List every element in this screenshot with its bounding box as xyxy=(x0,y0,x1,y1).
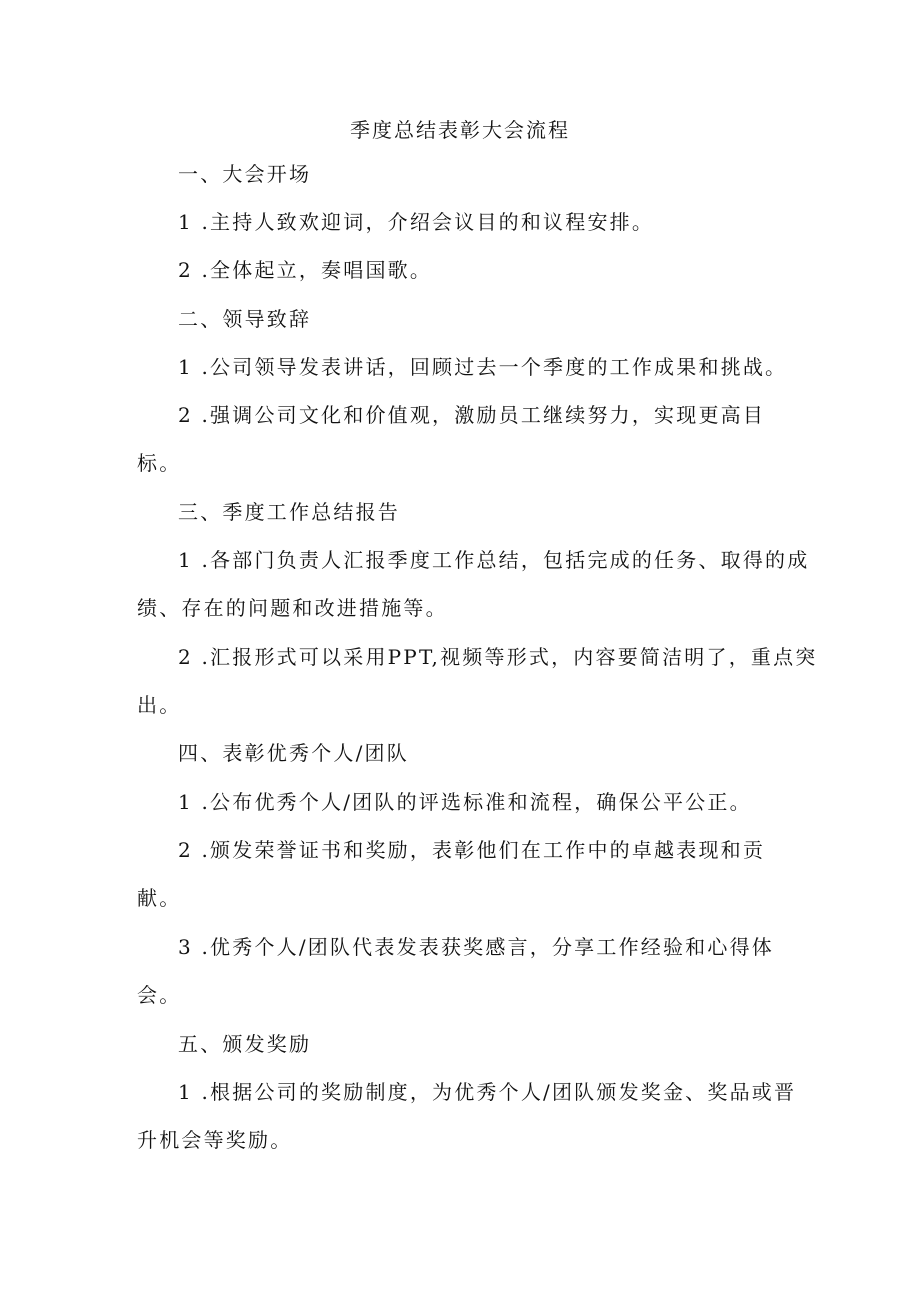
paragraph-line: 会。 xyxy=(137,983,182,1007)
paragraph-line: 2 .汇报形式可以采用PPT,视频等形式，内容要简洁明了，重点突 xyxy=(178,645,818,669)
document-title: 季度总结表彰大会流程 xyxy=(350,118,570,142)
paragraph-line: 1 .根据公司的奖励制度，为优秀个人/团队颁发奖金、奖品或晋 xyxy=(178,1080,797,1104)
paragraph-line: 出。 xyxy=(137,693,182,717)
section-heading: 一、大会开场 xyxy=(178,162,312,186)
paragraph-line: 2 .全体起立，奏唱国歌。 xyxy=(178,258,433,282)
paragraph-line: 1 .各部门负责人汇报季度工作总结，包括完成的任务、取得的成 xyxy=(178,548,810,572)
paragraph-line: 1 .公布优秀个人/团队的评选标准和流程，确保公平公正。 xyxy=(178,790,752,814)
paragraph-line: 2 .强调公司文化和价值观，激励员工继续努力，实现更高目 xyxy=(178,403,766,427)
section-heading: 三、季度工作总结报告 xyxy=(178,500,400,524)
section-heading: 二、领导致辞 xyxy=(178,307,312,331)
section-heading: 五、颁发奖励 xyxy=(178,1032,312,1056)
paragraph-line: 1 .公司领导发表讲话，回顾过去一个季度的工作成果和挑战。 xyxy=(178,355,788,379)
paragraph-line: 2 .颁发荣誉证书和奖励，表彰他们在工作中的卓越表现和贡 xyxy=(178,838,766,862)
paragraph-line: 3 .优秀个人/团队代表发表获奖感言，分享工作经验和心得体 xyxy=(178,935,774,959)
paragraph-line: 献。 xyxy=(137,886,182,910)
paragraph-line: 标。 xyxy=(137,451,182,475)
section-heading: 四、表彰优秀个人/团队 xyxy=(178,741,409,765)
paragraph-line: 升机会等奖励。 xyxy=(137,1128,293,1152)
paragraph-line: 绩、存在的问题和改进措施等。 xyxy=(137,596,448,620)
paragraph-line: 1 .主持人致欢迎词，介绍会议目的和议程安排。 xyxy=(178,210,655,234)
